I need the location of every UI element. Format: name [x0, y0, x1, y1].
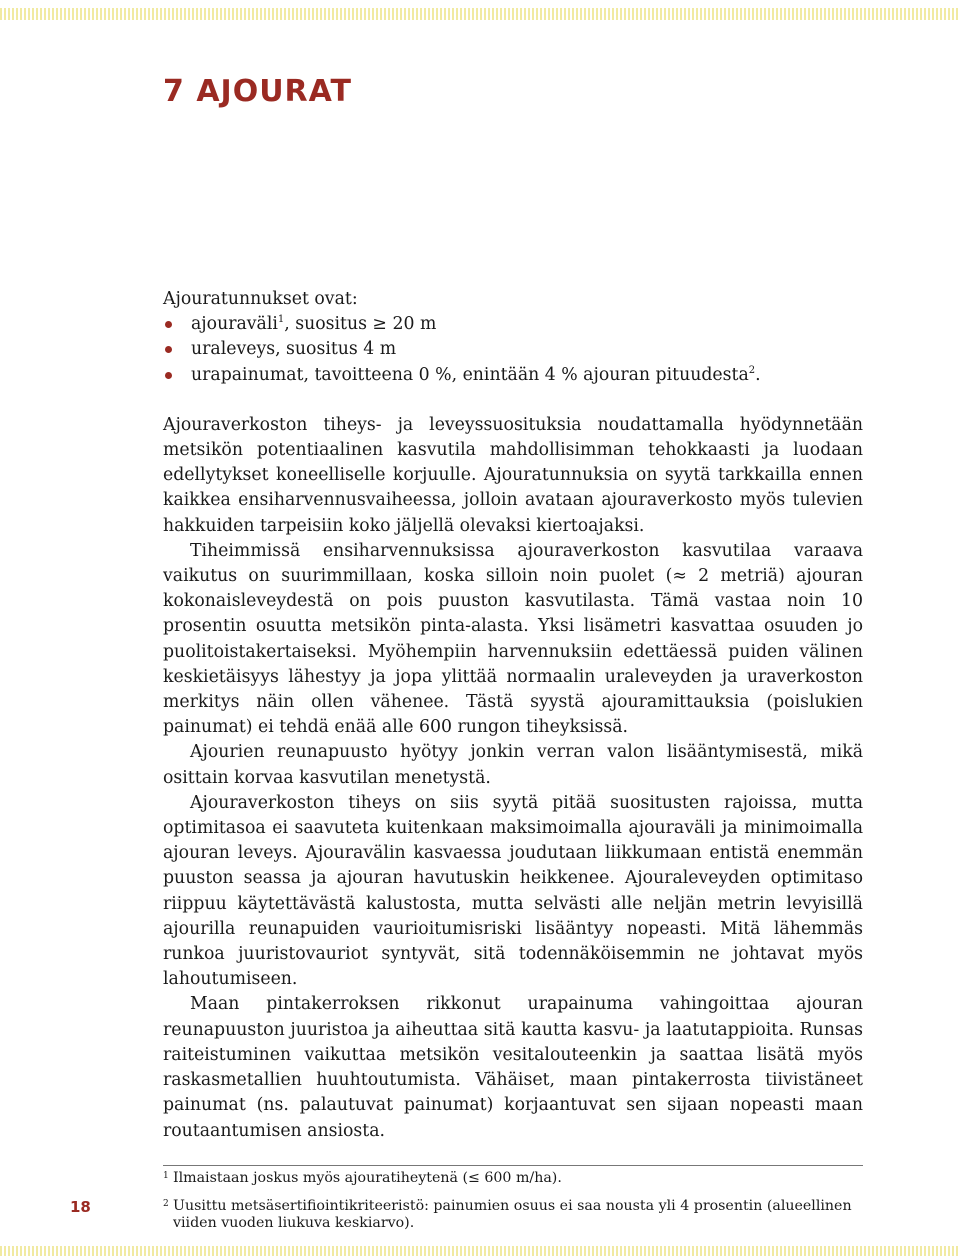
footnote-text: Uusittu metsäsertifiointikriteeristö: painumien osuus ei saa nousta yli 4 prosentin (alueellinen viiden vuoden liukuva keskiarvo).	[173, 1197, 852, 1231]
bottom-decorative-stripe	[0, 1246, 960, 1256]
paragraph: Ajouraverkoston tiheys- ja leveyssuosituksia noudattamalla hyödynnetään metsikön potentiaalinen kasvutila mahdollisimman tehokkaasti ja luodaan edellytykset koneelliselle korjuulle. Ajouratunnuksia on syytä tarkkailla ennen kaikkea ensiharvennusvaiheessa, jolloin avataan ajouraverkosto myös tulevien hakkuiden tarpeisiin koko jäljellä olevaksi kiertoajaksi.	[163, 414, 863, 536]
footnotes	[163, 1170, 863, 1233]
paragraph: Ajourien reunapuusto hyötyy jonkin verran valon lisääntymisestä, mikä osittain korvaa kasvutilan menetystä.	[163, 742, 863, 788]
bullet-text: urapainumat, tavoitteena 0 %, enintään 4 % ajouran pituudesta	[191, 364, 749, 385]
footnote-text: Ilmaistaan joskus myös ajouratiheytenä (≤ 600 m/ha).	[173, 1170, 562, 1186]
footnote-number: 2	[163, 1198, 169, 1209]
bullet-item	[191, 337, 863, 362]
footnote-ref: 2	[748, 364, 756, 376]
footnote	[163, 1170, 863, 1188]
paragraph: Ajouraverkoston tiheys on siis syytä pitää suositusten rajoissa, mutta optimitasoa ei saavuteta kuitenkaan maksimoimalla ajouraväli ja minimoimalla ajouran leveys. Ajouravälin kasvaessa joudutaan liikkumaan entistä enemmän puuston seassa ja ajouran havutuskin heikkenee. Ajouraleveyden optimitaso riippuu käytettävästä kalustosta, mutta selvästi alle neljän metrin levyisillä ajourilla reunapuiden vaurioitumisriski lisääntyy nopeasti. Mitä lähemmäs runkoa juuristovauriot syntyvät, sitä todennäköisemmin ne johtavat myös lahoutumiseen.	[163, 792, 863, 990]
chapter-heading: 7 AJOURAT	[163, 74, 353, 109]
top-decorative-stripe	[0, 8, 960, 20]
page-number: 18	[70, 1198, 91, 1216]
footnote-ref: 1	[277, 314, 285, 326]
paragraph: Tiheimmissä ensiharvennuksissa ajouraverkoston kasvutilaa varaava vaikutus on suurimmillaan, koska silloin noin puolet (≈ 2 metriä) ajouran kokonaisleveydestä on pois puuston kasvutilasta. Tämä vastaa noin 10 prosentin osuutta metsikön pinta-alasta. Yksi lisämetri kasvattaa osuuden jo puolitoistakertaiseksi. Myöhempiin harvennuksiin edettäessä puiden välinen keskietäisyys lähestyy ja jopa ylittää normaalin uraleveyden ja uraverkoston merkitys näin ollen vähenee. Tästä syystä ajouramittauksia (poislukien painumat) ei tehdä enää alle 600 rungon tiheyksissä.	[163, 540, 863, 738]
bullet-text-rest: , suositus ≥ 20 m	[284, 314, 437, 335]
body-text	[163, 287, 863, 1144]
bullet-text: uraleveys, suositus 4 m	[191, 339, 397, 360]
bullet-list	[163, 312, 863, 388]
bullet-item	[191, 312, 863, 337]
footnote	[163, 1198, 863, 1233]
paragraph: Maan pintakerroksen rikkonut urapainuma vahingoittaa ajouran reunapuuston juuristoa ja aiheuttaa sitä kautta kasvu- ja laatutappioita. Runsas raiteistuminen vaikuttaa metsikön vesitalouteenkin ja saattaa lisätä myös raskasmetallien huuhtoutumista. Vähäiset, maan pintakerrosta tiivistäneet painumat (ns. palautuvat painumat) korjaantuvat sen sijaan nopeasti maan routaantumisen ansiosta.	[163, 994, 863, 1141]
footnote-divider	[163, 1165, 863, 1166]
bullet-text-rest: .	[755, 364, 761, 385]
bullet-text: ajouraväli	[191, 314, 278, 335]
intro-line: Ajouratunnukset ovat:	[163, 289, 358, 309]
footnote-number: 1	[163, 1171, 169, 1181]
bullet-item	[191, 363, 863, 388]
